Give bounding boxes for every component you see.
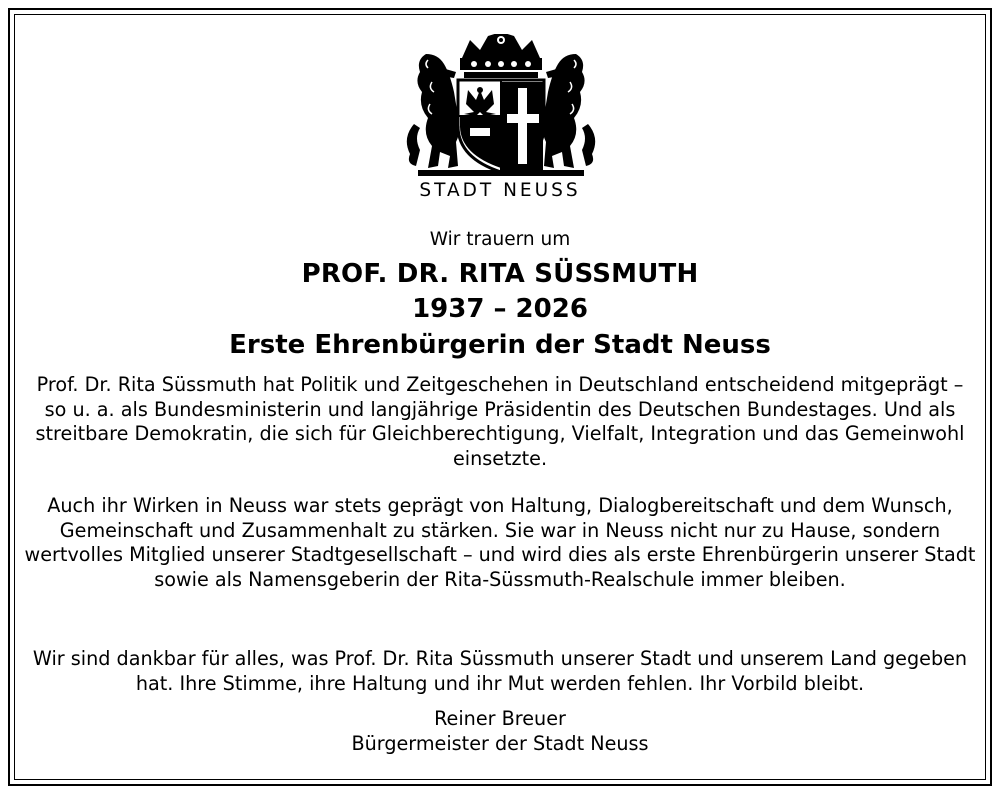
life-years: 1937 – 2026 (412, 294, 588, 324)
shield-icon (458, 80, 544, 172)
honor-title: Erste Ehrenbürgerin der Stadt Neuss (229, 330, 771, 360)
city-name: STADT NEUSS (419, 180, 581, 201)
tribute-paragraph: Prof. Dr. Rita Süssmuth hat Politik und Zeitgeschehen in Deutschland entscheidend mitgeprägt – so u. a. als Bundesministerin und langjährige Präsidentin des Deutschen Bundestages. Und als streitbare Demokratin, die sich für Gleichberechtigung, Vielfalt, Integration und das Gemeinwohl einsetzte. (35, 373, 965, 470)
signature-name: Reiner Breuer (434, 707, 566, 730)
deceased-name: PROF. DR. RITA SÜSSMUTH (301, 259, 699, 289)
neuss-coat-of-arms-icon (398, 34, 604, 180)
crown-icon (460, 34, 542, 78)
right-lion-icon (542, 54, 595, 168)
tribute-paragraph: Auch ihr Wirken in Neuss war stets geprägt von Haltung, Dialogbereitschaft und dem Wunsch, Gemeinschaft und Zusammenhalt zu stärken. Sie war in Neuss nicht nur zu Hause, sondern wertvolles Mitglied unserer Stadtgesellschaft – und wird dies als erste Ehrenbürgerin unserer Stadt sowie als Namensgeberin der Rita-Süssmuth-Realschule immer bleiben. (24, 494, 976, 591)
signature-title: Bürgermeister der Stadt Neuss (351, 732, 649, 755)
left-lion-icon (407, 54, 460, 168)
intro-text: Wir trauern um (429, 229, 571, 250)
tribute-paragraph: Wir sind dankbar für alles, was Prof. Dr. Rita Süssmuth unserer Stadt und unserem Land gegeben hat. Ihre Stimme, ihre Haltung und ihr Mut werden fehlen. Ihr Vorbild bleibt. (32, 647, 968, 695)
